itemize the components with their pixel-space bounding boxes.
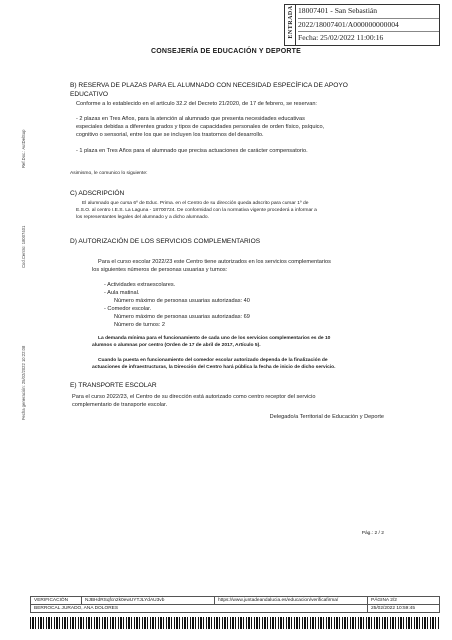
- section-d-demanda-line2: alumnos o alumnas por centro (Orden de 17 de abril de 2017, Artículo 5).: [92, 343, 261, 348]
- section-e-title: E) TRANSPORTE ESCOLAR: [70, 382, 157, 389]
- service-extraescolares: - Actividades extraescolares.: [104, 282, 176, 288]
- section-d-intro-line2: los siguientes números de personas usuarias y turnos:: [92, 267, 228, 273]
- section-c-line3: los representantes legales del alumnado y a dicho alumnado.: [76, 215, 209, 220]
- section-b-asimismo: Asimismo, le comunico lo siguiente:: [70, 171, 148, 176]
- sidebar-cod-centro: Cod.Centro: 18007401: [21, 225, 26, 268]
- footer-page-label: PÁGINA 2/2: [368, 597, 440, 605]
- section-b-title-line2: EDUCATIVO: [70, 91, 108, 98]
- signature: Delegado/a Territorial de Educación y Deporte: [269, 414, 384, 420]
- service-comedor-turnos: Número de turnos: 2: [114, 322, 165, 328]
- section-e-line1: Para el curso 2022/23, el Centro de su dirección está autorizado como centro receptor del servicio: [72, 394, 316, 400]
- signed-date: 25/02/2022 10:59:45: [368, 605, 440, 613]
- section-d-demanda-line1: La demanda mínima para el funcionamiento de cada uno de los servicios complementarios es de 10: [98, 336, 331, 341]
- stamp-center: 18007401 - San Sebastián: [298, 5, 439, 19]
- verification-code: NJBHdRSqfcn2k0ewUYTJLYdAU3vb: [82, 597, 215, 605]
- service-comedor-max: Número máximo de personas usuarias autorizadas: 69: [114, 314, 250, 320]
- section-c-line2: E.S.O. al centro I.E.S. La Laguna - 18700724. De conformidad con la normativa vigente procederá a informar a: [76, 208, 317, 213]
- sidebar-ref-doc: Ref.Doc.: AutDelSup: [21, 129, 26, 168]
- verification-table: [30, 596, 440, 613]
- stamp-lines: [296, 5, 439, 45]
- registry-stamp: [284, 4, 440, 46]
- signer-name: BERROCAL JURADO, ANA DOLORES: [31, 605, 368, 613]
- verification-url[interactable]: https://www.juntadeandalucia.es/educacion/verificafirma/: [215, 597, 368, 605]
- section-b-item1-line2: especiales debidas a diferentes grados y tipos de capacidades personales de orden físico, psíquico,: [76, 124, 325, 130]
- section-b-item1-line1: - 2 plazas en Tres Años, para la atención al alumnado que presenta necesidades educativas: [76, 116, 305, 122]
- sidebar-fecha-generacion: Fecha generación: 25/02/2022 10:22:08: [21, 345, 26, 420]
- barcode: [30, 617, 440, 629]
- section-c-title: C) ADSCRIPCIÓN: [70, 190, 125, 197]
- section-d-intro-line1: Para el curso escolar 2022/23 este Centro tiene autorizados en los servicios complementarios: [98, 259, 331, 265]
- stamp-side: [285, 5, 296, 45]
- section-e-line2: complementario de transporte escolar.: [72, 402, 168, 408]
- section-c-line1: El alumnado que cursa 6º de Educ. Prima. en el Centro de su dirección queda adscrito para cursar 1º de: [82, 201, 309, 206]
- section-d-cuando-line1: Cuando la puesta en funcionamiento del comedor escolar autorizado dependa de la finalización de: [98, 358, 328, 363]
- section-b-title-line1: B) RESERVA DE PLAZAS PARA EL ALUMNADO CON NECESIDAD ESPECÍFICA DE APOYO: [70, 82, 348, 89]
- stamp-side-label: ENTRADA: [288, 5, 294, 39]
- page-title: CONSEJERÍA DE EDUCACIÓN Y DEPORTE: [151, 48, 301, 55]
- table-row: [31, 597, 440, 605]
- section-d-cuando-line2: actuaciones de infraestructuras, la Dirección del Centro hará pública la fecha de inicio de dicho servicio.: [92, 365, 336, 370]
- section-b-intro: Conforme a lo establecido en el artículo 32.2 del Decreto 21/2020, de 17 de febrero, se reservan:: [76, 101, 317, 107]
- verification-label: VERIFICACIÓN: [31, 597, 82, 605]
- service-comedor: - Comedor escolar.: [104, 306, 152, 312]
- section-b-item1-line3: cognitivo o sensorial, entre los que se incluyen los trastornos del desarrollo.: [76, 132, 264, 138]
- service-aula-matinal-max: Número máximo de personas usuarias autorizadas: 40: [114, 298, 250, 304]
- stamp-date: Fecha: 25/02/2022 11:00:16: [298, 33, 384, 42]
- stamp-registry-number: 2022/18007401/A000000000004: [298, 19, 439, 33]
- section-b-item2: - 1 plaza en Tres Años para el alumnado que precisa actuaciones de carácter compensatorio.: [76, 148, 308, 154]
- page-number: Pág.: 2 / 2: [361, 531, 384, 536]
- section-d-title: D) AUTORIZACIÓN DE LOS SERVICIOS COMPLEMENTARIOS: [70, 238, 261, 245]
- service-aula-matinal: - Aula matinal.: [104, 290, 140, 296]
- table-row: [31, 605, 440, 613]
